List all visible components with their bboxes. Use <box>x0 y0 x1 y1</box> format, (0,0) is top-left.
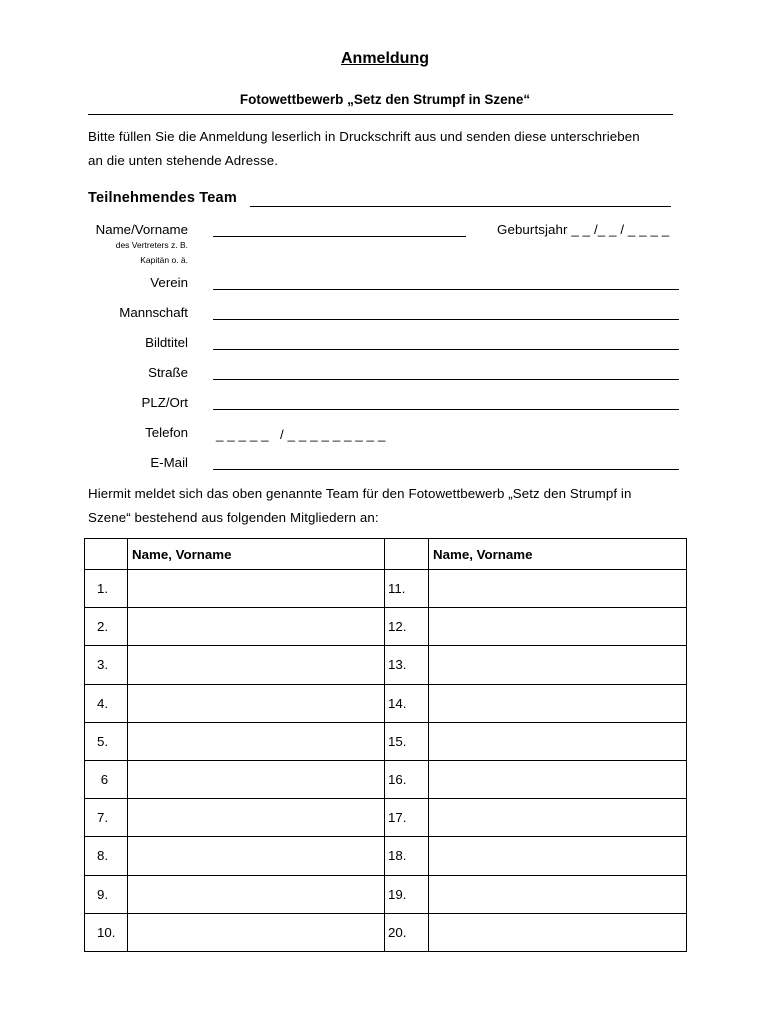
table-header-row <box>85 539 687 570</box>
birth-year-label-text: Geburtsjahr <box>497 222 568 237</box>
member-name-cell-left[interactable] <box>128 913 385 951</box>
name-input-line[interactable] <box>213 236 466 237</box>
member-name-cell-left[interactable] <box>128 684 385 722</box>
bildtitel-label: Bildtitel <box>145 335 188 350</box>
row-number-right: 20. <box>385 913 429 951</box>
member-name-cell-right[interactable] <box>429 646 687 684</box>
mannschaft-label: Mannschaft <box>119 305 188 320</box>
strasse-label: Straße <box>148 365 188 380</box>
row-number-right: 18. <box>385 837 429 875</box>
member-name-cell-left[interactable] <box>128 875 385 913</box>
verein-label: Verein <box>150 275 188 290</box>
members-text-line-2: Szene“ bestehend aus folgenden Mitgliedern an: <box>88 510 379 525</box>
row-number-right: 16. <box>385 760 429 798</box>
bildtitel-input-line[interactable] <box>213 349 679 350</box>
header-name-right: Name, Vorname <box>429 539 687 570</box>
row-number-left: 1. <box>85 570 128 608</box>
member-name-cell-left[interactable] <box>128 760 385 798</box>
telefon-label: Telefon <box>145 425 188 440</box>
table-row <box>85 684 687 722</box>
table-row <box>85 760 687 798</box>
member-name-cell-left[interactable] <box>128 837 385 875</box>
name-sublabel-2: Kapitän o. ä. <box>140 255 188 265</box>
member-name-cell-left[interactable] <box>128 608 385 646</box>
row-number-left: 8. <box>85 837 128 875</box>
member-name-cell-left[interactable] <box>128 646 385 684</box>
page-title: Anmeldung <box>341 50 429 67</box>
email-input-line[interactable] <box>213 469 679 470</box>
row-number-left: 7. <box>85 799 128 837</box>
table-row <box>85 913 687 951</box>
member-name-cell-left[interactable] <box>128 722 385 760</box>
birth-year-mask[interactable]: _ _ /_ _ / _ _ _ _ <box>571 222 670 237</box>
table-row <box>85 646 687 684</box>
member-name-cell-right[interactable] <box>429 913 687 951</box>
row-number-right: 11. <box>385 570 429 608</box>
member-name-cell-right[interactable] <box>429 875 687 913</box>
header-empty-right <box>385 539 429 570</box>
member-name-cell-left[interactable] <box>128 799 385 837</box>
telefon-mask[interactable]: _ _ _ _ _ / _ _ _ _ _ _ _ _ _ <box>216 427 386 442</box>
member-name-cell-right[interactable] <box>429 684 687 722</box>
table-row <box>85 722 687 760</box>
row-number-left: 9. <box>85 875 128 913</box>
name-label: Name/Vorname <box>95 222 188 237</box>
member-name-cell-right[interactable] <box>429 799 687 837</box>
table-row <box>85 799 687 837</box>
strasse-input-line[interactable] <box>213 379 679 380</box>
members-table <box>84 538 687 952</box>
plz-ort-label: PLZ/Ort <box>141 395 188 410</box>
table-row <box>85 570 687 608</box>
name-sublabel-1: des Vertreters z. B. <box>115 240 188 250</box>
team-label: Teilnehmendes Team <box>88 190 237 206</box>
header-rule <box>88 114 673 115</box>
intro-text-line-2: an die unten stehende Adresse. <box>88 153 279 168</box>
header-empty-left <box>85 539 128 570</box>
row-number-left: 5. <box>85 722 128 760</box>
member-name-cell-right[interactable] <box>429 570 687 608</box>
row-number-left: 10. <box>85 913 128 951</box>
mannschaft-input-line[interactable] <box>213 319 679 320</box>
intro-text-line-1: Bitte füllen Sie die Anmeldung leserlich in Druckschrift aus und senden diese unterschrieben <box>88 129 640 144</box>
row-number-right: 17. <box>385 799 429 837</box>
row-number-left: 3. <box>85 646 128 684</box>
email-label: E-Mail <box>150 455 188 470</box>
row-number-right: 13. <box>385 646 429 684</box>
header-name-left: Name, Vorname <box>128 539 385 570</box>
members-text-line-1: Hiermit meldet sich das oben genannte Team für den Fotowettbewerb „Setz den Strumpf in <box>88 486 632 501</box>
row-number-right: 12. <box>385 608 429 646</box>
table-row <box>85 837 687 875</box>
row-number-left: 4. <box>85 684 128 722</box>
row-number-right: 15. <box>385 722 429 760</box>
row-number-left: 6 <box>85 760 128 798</box>
birth-year-label <box>497 222 669 237</box>
table-row <box>85 608 687 646</box>
plz-ort-input-line[interactable] <box>213 409 679 410</box>
verein-input-line[interactable] <box>213 289 679 290</box>
member-name-cell-right[interactable] <box>429 608 687 646</box>
page-subtitle: Fotowettbewerb „Setz den Strumpf in Szene“ <box>239 92 531 107</box>
member-name-cell-right[interactable] <box>429 760 687 798</box>
member-name-cell-left[interactable] <box>128 570 385 608</box>
row-number-left: 2. <box>85 608 128 646</box>
team-input-line[interactable] <box>250 206 671 207</box>
table-row <box>85 875 687 913</box>
member-name-cell-right[interactable] <box>429 722 687 760</box>
row-number-right: 19. <box>385 875 429 913</box>
row-number-right: 14. <box>385 684 429 722</box>
member-name-cell-right[interactable] <box>429 837 687 875</box>
